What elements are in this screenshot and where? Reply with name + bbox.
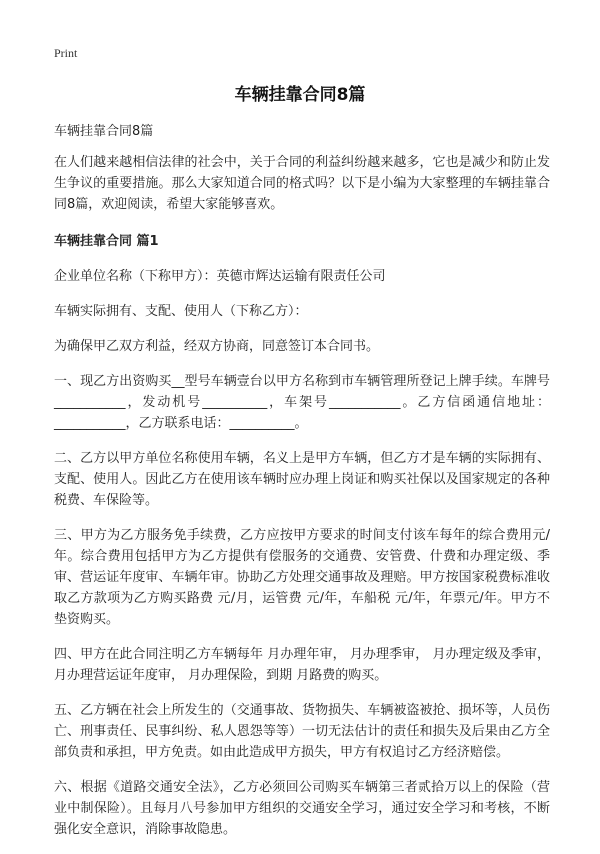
clause-1-paragraph: 一、现乙方出资购买__型号车辆壹台以甲方名称到市车辆管理所登记上牌手续。车牌号___________，发动机号__________，车架号___________。乙方信函通信地址：___________，乙方联系电话：__________。 <box>54 374 550 431</box>
print-link[interactable]: Print <box>54 46 78 60</box>
clause-2-paragraph: 二、乙方以甲方单位名称使用车辆，名义上是甲方车辆，但乙方才是车辆的实际拥有、支配、使用人。因此乙方在使用该车辆时应办理上岗证和购买社保以及国家规定的各种税费、车保险等。 <box>54 451 550 508</box>
clause-4-paragraph: 四、甲方在此合同注明乙方车辆每年 月办理年审， 月办理季审， 月办理定级及季审， 月办理营运证年度审， 月办理保险，到期 月路费的购买。 <box>54 647 550 683</box>
clause-6-paragraph: 六、根据《道路交通安全法》，乙方必须回公司购买车辆第三者贰拾万以上的保险（营业中制保险）。且每月八号参加甲方组织的交通安全学习，通过安全学习和考核，不断强化安全意识，消除事故隐患。 <box>54 780 550 837</box>
document-subtitle: 车辆挂靠合同8篇 <box>54 124 154 139</box>
section-heading: 车辆挂靠合同 篇1 <box>54 234 159 249</box>
clause-5-paragraph: 五、乙方辆在社会上所发生的（交通事故、货物损失、车辆被盗被抢、损坏等，人员伤亡、刑事责任、民事纠纷、私人恩怨等等）一切无法估计的责任和损失及后果由乙方全部负责和承担，甲方免责。如由此造成甲方损失，甲方有权追讨乙方经济赔偿。 <box>54 703 550 760</box>
page-title: 车辆挂靠合同8篇 <box>234 85 366 105</box>
intro-paragraph: 在人们越来越相信法律的社会中，关于合同的利益纠纷越来越多，它也是减少和防止发生争议的重要措施。那么大家知道合同的格式吗？以下是小编为大家整理的车辆挂靠合同8篇，欢迎阅读，希望大家能够喜欢。 <box>54 155 550 212</box>
party-a-paragraph: 企业单位名称（下称甲方）：英德市辉达运输有限责任公司 <box>54 269 386 284</box>
document-body <box>54 121 550 854</box>
party-b-paragraph: 车辆实际拥有、支配、使用人（下称乙方）： <box>54 304 308 319</box>
agreement-paragraph: 为确保甲乙双方利益，经双方协商，同意签订本合同书。 <box>54 339 380 354</box>
clause-3-paragraph: 三、甲方为乙方服务免手续费，乙方应按甲方要求的时间支付该车每年的综合费用元/年。综合费用包括甲方为乙方提供有偿服务的交通费、安管费、什费和办理定级、季审、营运证年度审、车辆年审。协助乙方处理交通事故及理赔。甲方按国家税费标准收取乙方款项为乙方购买路费 元/月，运管费 元/年，车船税 元/年，年票元/年。甲方不垫资购买。 <box>54 528 550 627</box>
